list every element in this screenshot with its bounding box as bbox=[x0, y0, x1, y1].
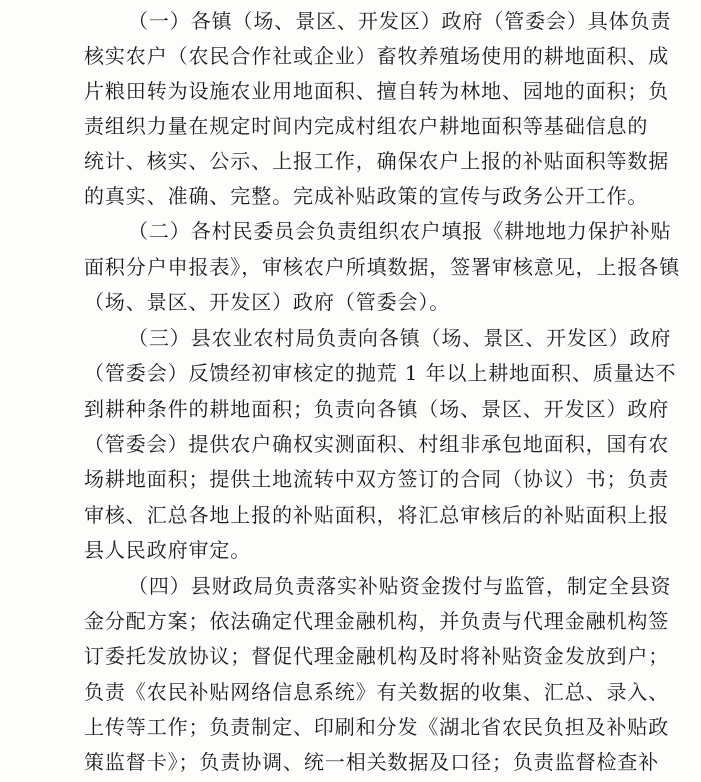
text-line: （管委会）反馈经初审核定的抛荒 1 年以上耕地面积、质量达不 bbox=[84, 361, 677, 385]
text-line: 到耕种条件的耕地面积；负责向各镇（场、景区、开发区）政府 bbox=[84, 397, 670, 421]
text-line: 审核、汇总各地上报的补贴面积，将汇总审核后的补贴面积上报 bbox=[84, 503, 670, 527]
text-line: 面积分户申报表》，审核农户所填数据，签署审核意见，上报各镇 bbox=[84, 255, 681, 279]
text-line: 的真实、准确、完整。完成补贴政策的宣传与政务公开工作。 bbox=[84, 184, 649, 208]
text-line: 场耕地面积；提供土地流转中双方签订的合同（协议）书；负责 bbox=[84, 467, 670, 491]
text-line: 上传等工作；负责制定、印刷和分发《湖北省农民负担及补贴政 bbox=[84, 715, 670, 739]
text-line: 核实农户（农民合作社或企业）畜牧养殖场使用的耕地面积、成 bbox=[84, 44, 670, 68]
text-line: （一）各镇（场、景区、开发区）政府（管委会）具体负责 bbox=[128, 9, 672, 33]
text-line: （管委会）提供农户确权实测面积、村组非承包地面积，国有农 bbox=[84, 432, 670, 456]
text-line: （场、景区、开发区）政府（管委会）。 bbox=[84, 290, 451, 314]
text-line: 片粮田转为设施农业用地面积、擅自转为林地、园地的面积；负 bbox=[84, 79, 670, 103]
text-line: （三）县农业农村局负责向各镇（场、景区、开发区）政府 bbox=[128, 326, 672, 350]
text-line: （四）县财政局负责落实补贴资金拨付与监管，制定全县资 bbox=[128, 574, 672, 598]
text-line: 统计、核实、公示、上报工作，确保农户上报的补贴面积等数据 bbox=[84, 149, 670, 173]
text-line: 策监督卡》；负责协调、统一相关数据及口径；负责监督检查补 bbox=[84, 750, 660, 774]
text-line: 负责《农民补贴网络信息系统》有关数据的收集、汇总、录入、 bbox=[84, 680, 670, 704]
text-line: 责组织力量在规定时间内完成村组农户耕地面积等基础信息的 bbox=[84, 114, 649, 138]
text-line: 订委托发放协议；督促代理金融机构及时将补贴资金发放到户； bbox=[84, 644, 670, 668]
text-line: 金分配方案；依法确定代理金融机构，并负责与代理金融机构签 bbox=[84, 609, 670, 633]
text-line: 县人民政府审定。 bbox=[84, 538, 252, 562]
text-line: （二）各村民委员会负责组织农户填报《耕地地力保护补贴 bbox=[128, 219, 672, 243]
